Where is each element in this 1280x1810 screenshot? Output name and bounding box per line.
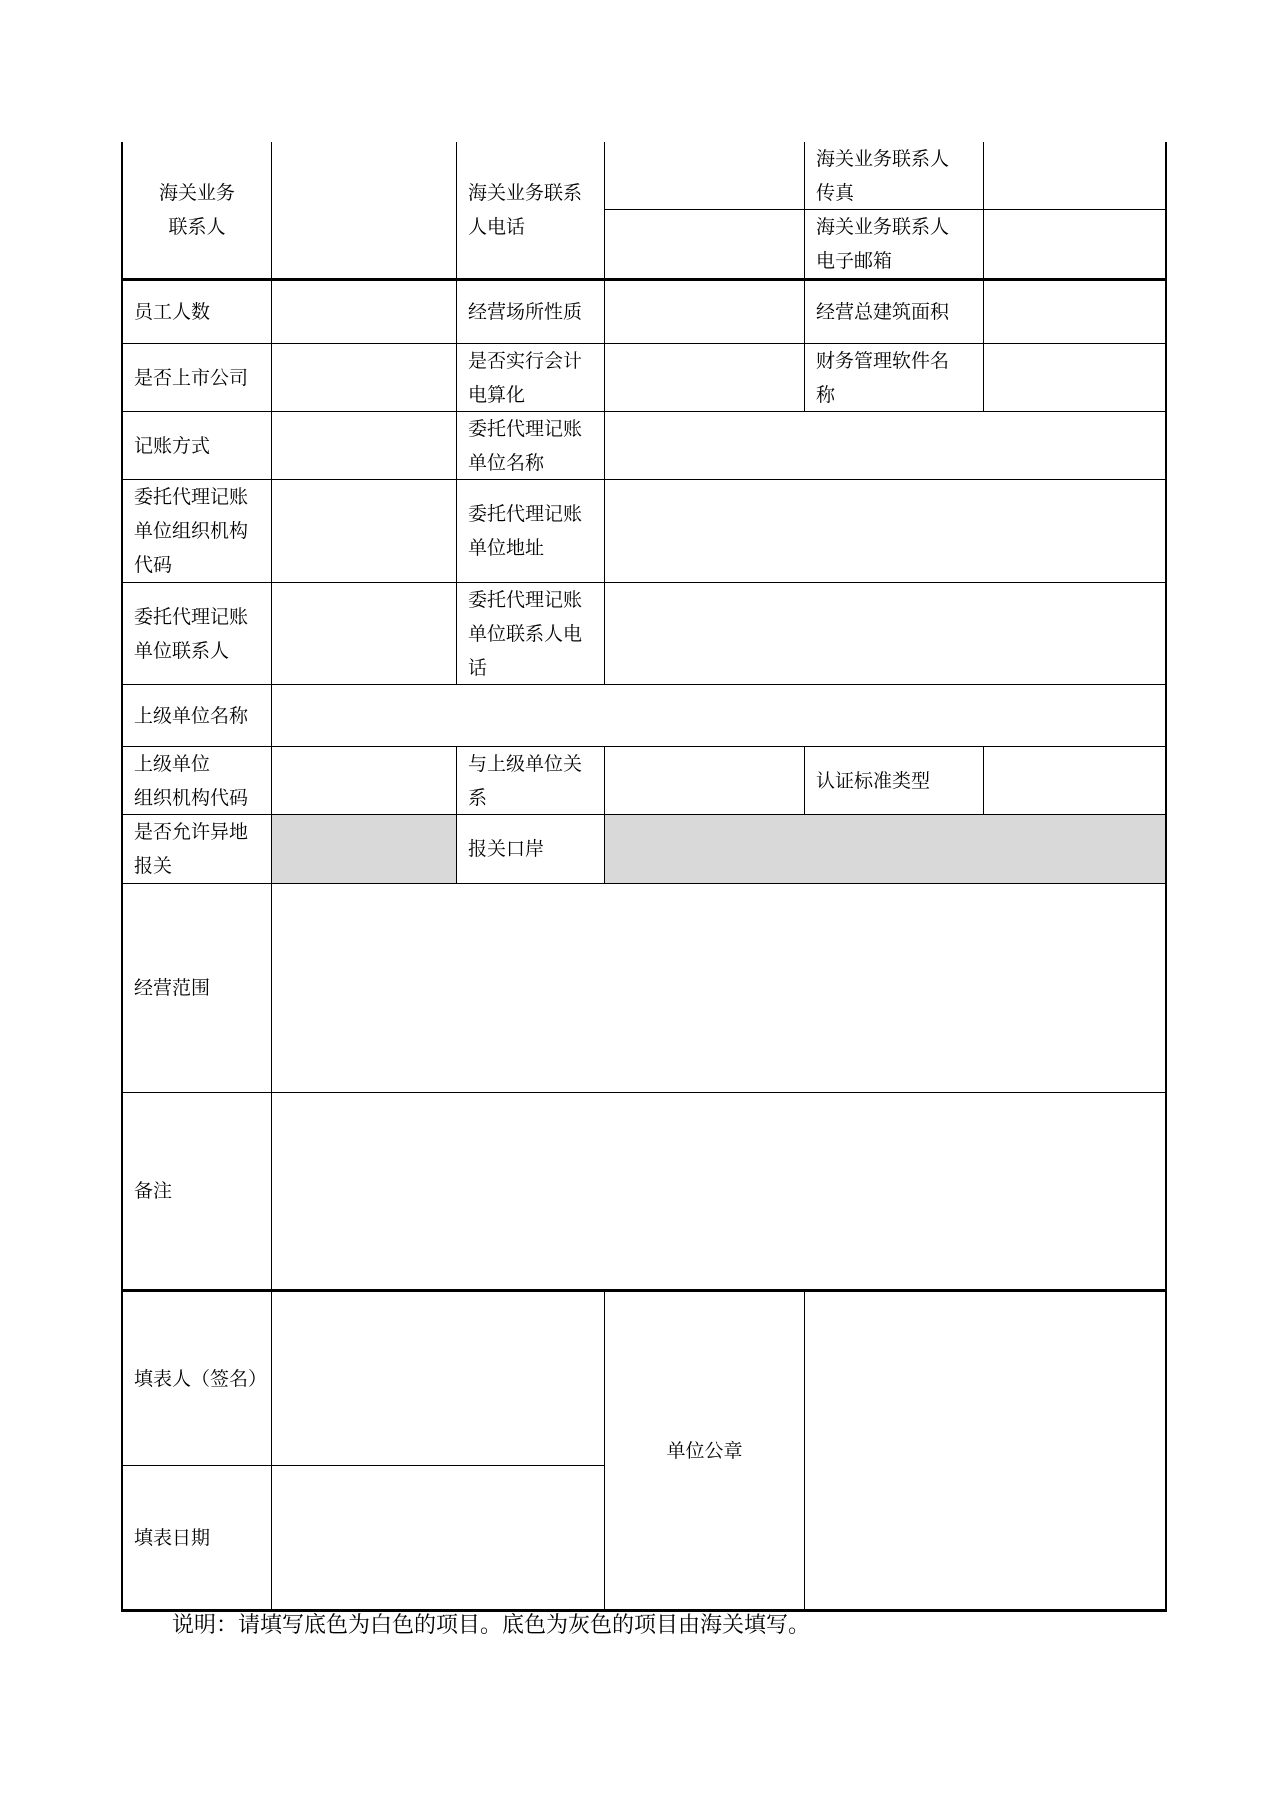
customs-contact-email-input[interactable] bbox=[984, 210, 1165, 281]
parent-org-code-input[interactable] bbox=[272, 747, 457, 815]
remarks-label: 备注 bbox=[123, 1093, 272, 1292]
declaration-port-label: 报关口岸 bbox=[457, 815, 605, 884]
agent-org-code-label: 委托代理记账 单位组织机构 代码 bbox=[123, 480, 272, 583]
agent-contact-label: 委托代理记账 单位联系人 bbox=[123, 583, 272, 685]
employee-count-input[interactable] bbox=[272, 281, 457, 344]
customs-contact-label: 海关业务 联系人 bbox=[123, 142, 272, 281]
registration-form-table bbox=[121, 142, 1167, 1612]
finance-software-input[interactable] bbox=[984, 344, 1165, 412]
customs-contact-phone-input-1[interactable] bbox=[605, 142, 805, 210]
computerized-accounting-label: 是否实行会计 电算化 bbox=[457, 344, 605, 412]
remarks-input[interactable] bbox=[272, 1093, 1165, 1292]
bookkeeping-method-label: 记账方式 bbox=[123, 412, 272, 480]
finance-software-label: 财务管理软件名 称 bbox=[805, 344, 984, 412]
employee-count-label: 员工人数 bbox=[123, 281, 272, 344]
agent-org-code-input[interactable] bbox=[272, 480, 457, 583]
form-instructions-note: 说明：请填写底色为白色的项目。底色为灰色的项目由海关填写。 bbox=[172, 1613, 811, 1638]
cert-standard-type-input[interactable] bbox=[984, 747, 1165, 815]
customs-contact-fax-label: 海关业务联系人 传真 bbox=[805, 142, 984, 210]
declaration-port-customs-field bbox=[605, 815, 1165, 884]
customs-contact-phone-input-2[interactable] bbox=[605, 210, 805, 281]
filler-signature-label: 填表人（签名） bbox=[123, 1292, 272, 1466]
fill-date-label: 填表日期 bbox=[123, 1466, 272, 1609]
agent-contact-input[interactable] bbox=[272, 583, 457, 685]
parent-relation-input[interactable] bbox=[605, 747, 805, 815]
customs-contact-fax-input[interactable] bbox=[984, 142, 1165, 210]
cert-standard-type-label: 认证标准类型 bbox=[805, 747, 984, 815]
listed-company-input[interactable] bbox=[272, 344, 457, 412]
listed-company-label: 是否上市公司 bbox=[123, 344, 272, 412]
premises-nature-label: 经营场所性质 bbox=[457, 281, 605, 344]
remote-declaration-label: 是否允许异地 报关 bbox=[123, 815, 272, 884]
agent-name-label: 委托代理记账 单位名称 bbox=[457, 412, 605, 480]
agent-name-input[interactable] bbox=[605, 412, 1165, 480]
total-floor-area-input[interactable] bbox=[984, 281, 1165, 344]
agent-contact-phone-label: 委托代理记账 单位联系人电 话 bbox=[457, 583, 605, 685]
customs-contact-input[interactable] bbox=[272, 142, 457, 281]
agent-contact-phone-input[interactable] bbox=[605, 583, 1165, 685]
total-floor-area-label: 经营总建筑面积 bbox=[805, 281, 984, 344]
filler-signature-input[interactable] bbox=[272, 1292, 605, 1466]
parent-name-label: 上级单位名称 bbox=[123, 685, 272, 747]
business-scope-label: 经营范围 bbox=[123, 884, 272, 1093]
remote-declaration-customs-field bbox=[272, 815, 457, 884]
customs-contact-phone-label: 海关业务联系 人电话 bbox=[457, 142, 605, 281]
parent-relation-label: 与上级单位关 系 bbox=[457, 747, 605, 815]
company-seal-label: 单位公章 bbox=[605, 1292, 805, 1609]
customs-contact-email-label: 海关业务联系人 电子邮箱 bbox=[805, 210, 984, 281]
fill-date-input[interactable] bbox=[272, 1466, 605, 1609]
bookkeeping-method-input[interactable] bbox=[272, 412, 457, 480]
agent-address-input[interactable] bbox=[605, 480, 1165, 583]
agent-address-label: 委托代理记账 单位地址 bbox=[457, 480, 605, 583]
parent-org-code-label: 上级单位 组织机构代码 bbox=[123, 747, 272, 815]
computerized-accounting-input[interactable] bbox=[605, 344, 805, 412]
company-seal-area[interactable] bbox=[805, 1292, 1165, 1609]
premises-nature-input[interactable] bbox=[605, 281, 805, 344]
business-scope-input[interactable] bbox=[272, 884, 1165, 1093]
parent-name-input[interactable] bbox=[272, 685, 1165, 747]
